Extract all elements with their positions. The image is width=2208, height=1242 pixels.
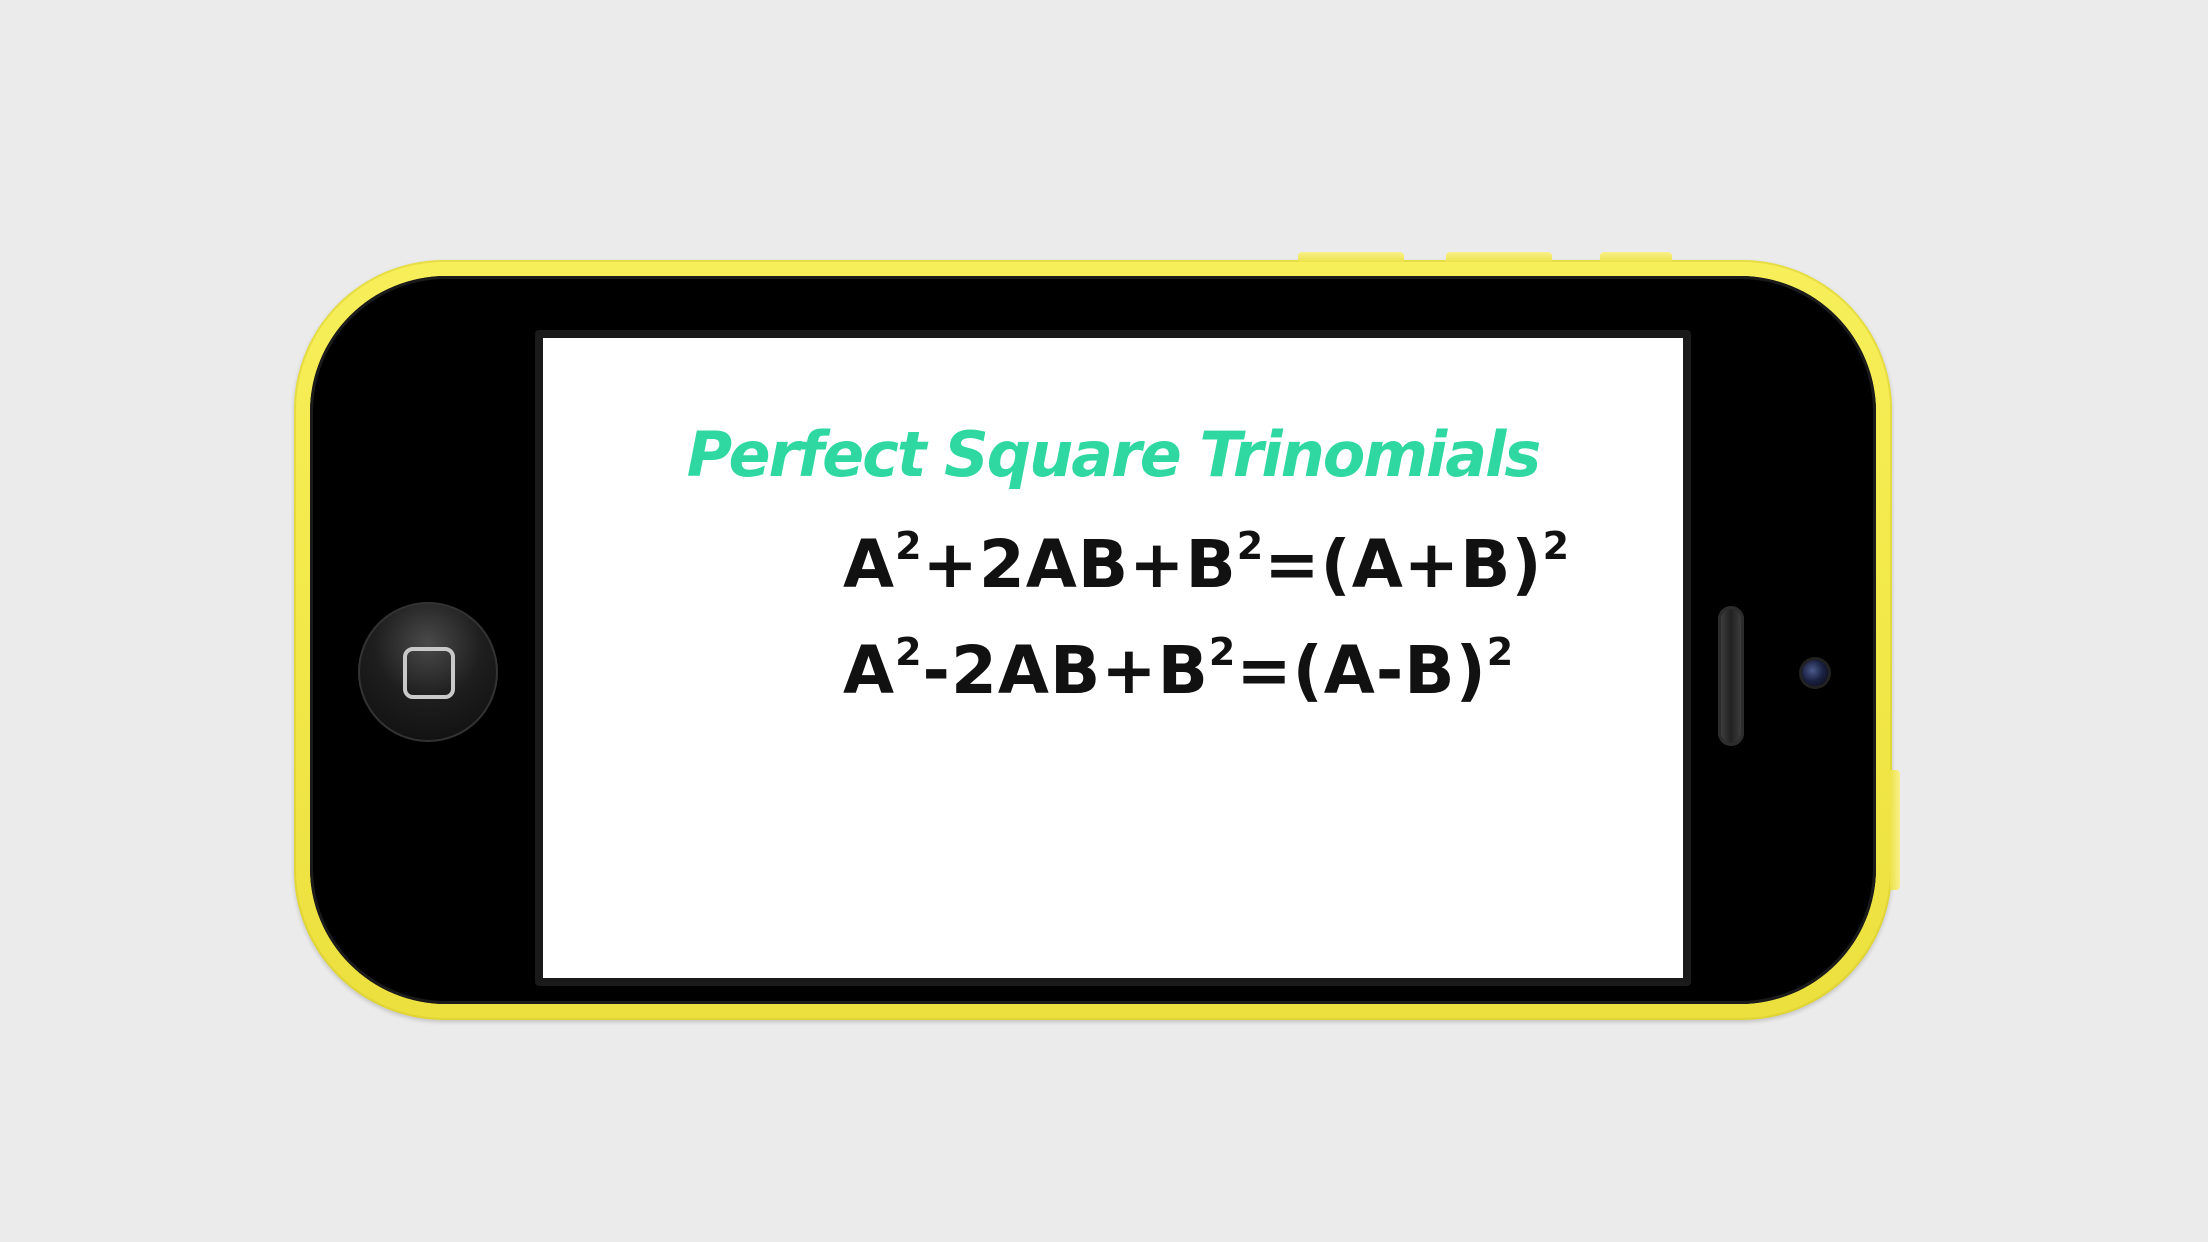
eq2-exp-rhs: 2: [1486, 630, 1515, 674]
eq2-op2: +: [1101, 632, 1158, 709]
eq2-base-b: B: [1157, 632, 1209, 709]
eq1-exp-b: 2: [1236, 524, 1265, 568]
eq2-op: -: [922, 632, 951, 709]
eq2-exp-b: 2: [1208, 630, 1237, 674]
eq1-base-b: B: [1185, 526, 1237, 603]
eq2-middle: 2AB: [950, 632, 1102, 709]
eq1-op: +: [922, 526, 979, 603]
eq1-op2: +: [1129, 526, 1186, 603]
page-title: Perfect Square Trinomials: [686, 418, 1540, 491]
home-button-icon[interactable]: [358, 602, 498, 742]
power-button[interactable]: [1890, 770, 1900, 890]
eq1-exp-rhs: 2: [1542, 524, 1571, 568]
eq2-base-a: A: [843, 632, 896, 709]
volume-up-button[interactable]: [1298, 252, 1404, 262]
eq1-base-a: A: [843, 526, 896, 603]
volume-down-button[interactable]: [1446, 252, 1552, 262]
camera-icon: [1802, 660, 1828, 686]
eq1-exp-a: 2: [895, 524, 923, 568]
screen-bezel: [535, 330, 1691, 986]
eq1-middle: 2AB: [978, 526, 1130, 603]
eq2-exp-a: 2: [895, 630, 923, 674]
screen[interactable]: [543, 338, 1683, 978]
phone-front-panel: [310, 276, 1876, 1004]
equation-1: [843, 524, 1570, 603]
eq1-rhs: =(A+B): [1264, 526, 1543, 603]
speaker-icon: [1718, 606, 1744, 746]
phone-device: [294, 260, 1892, 1020]
home-square-icon: [403, 647, 455, 699]
eq2-rhs: =(A-B): [1236, 632, 1487, 709]
equation-2: [843, 630, 1514, 709]
mute-switch[interactable]: [1600, 252, 1672, 262]
